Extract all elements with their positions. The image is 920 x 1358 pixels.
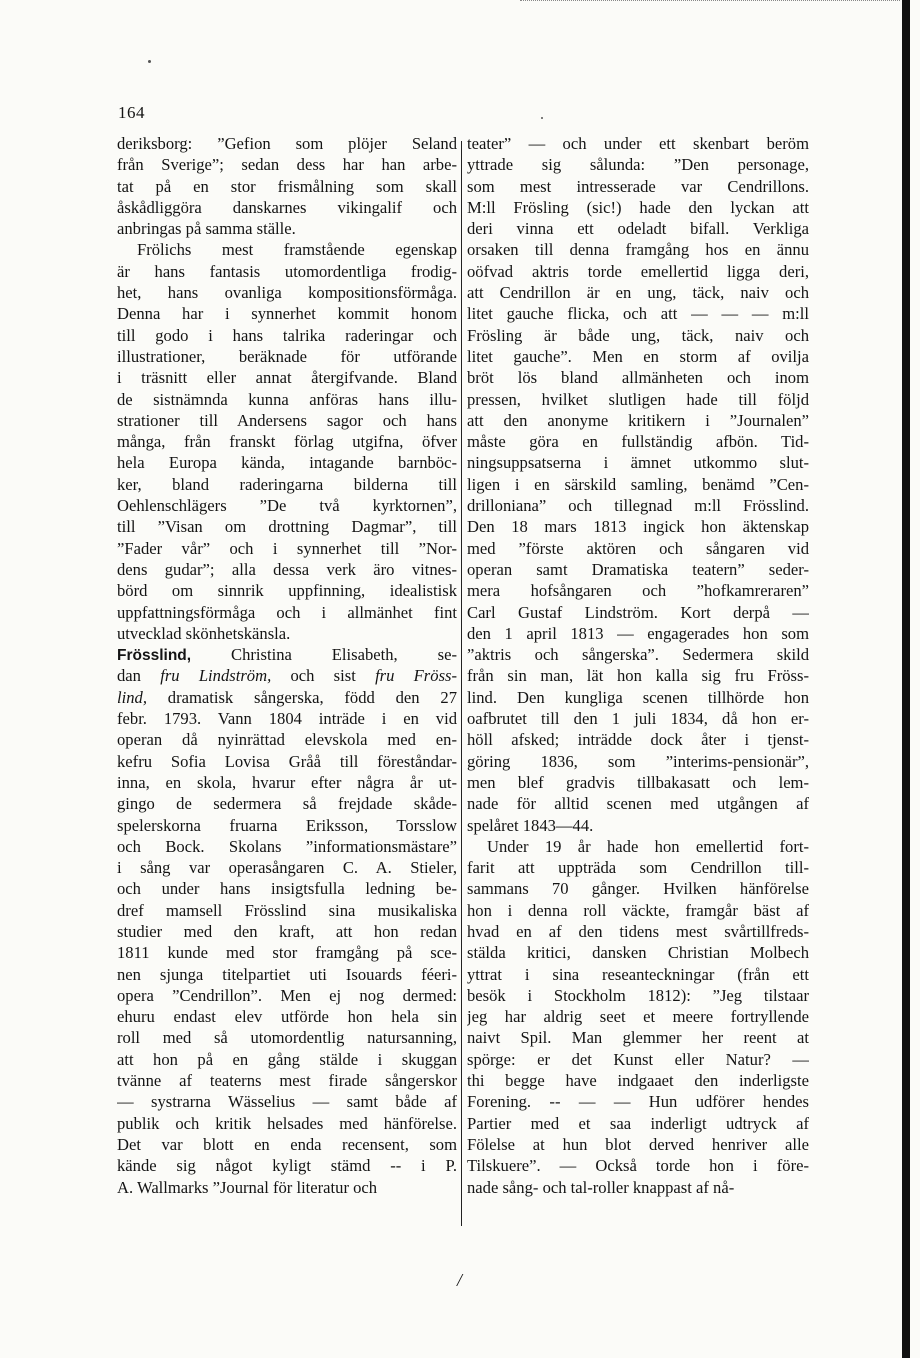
text-fragment: och sist [271,666,376,686]
text-line: spelåret 1843—44. [467,815,594,835]
text-line: A. Wallmarks ”Journal för literatur och [117,1177,378,1197]
text-line: många, från franskt förlag utgifna, öfver [117,432,457,452]
text-line: inna, en skola, hvarur efter några år ut- [117,772,457,792]
text-line: sammans 70 gånger. Hvilken hänförelse [467,879,809,899]
text-line: utvecklad skönhetskänsla. [117,623,291,643]
text-line: i träsnitt eller annat återgifvande. Bland [117,368,457,388]
entry-headword-line [117,644,457,665]
text-line: naivt Spil. Man glemmer her reent at [467,1028,809,1048]
text-line: M:ll Frösling (sic!) hade den lyckan att [467,197,809,217]
entry-married-names-line [117,665,457,686]
text-line: Forening. -- — — Hun udförer hendes [467,1092,809,1112]
text-line: nade för alltid scenen med utgången af [467,794,809,814]
text-line: besök i Stockholm 1812): ”Jeg tilstaar [467,985,809,1005]
text-line: teater” — och under ett skenbart beröm [467,134,809,153]
text-line: till ”Visan om drottning Dagmar”, till [117,517,457,537]
text-line: litet gauche flicka, och att — — — m:ll [467,304,809,324]
text-line: operan samt Dramatiska teatern” seder- [467,559,809,579]
text-line: strationer till Andersens sagor och hans [117,410,457,430]
text-line: Frösling är både ung, täck, naiv och [467,325,809,345]
text-line: Den 18 mars 1813 ingick hon äktenskap [467,517,809,537]
text-line: tat på en stor frismålning som skall [117,176,457,196]
text-line: börd om sinnrik uppfinning, idealistisk [117,581,457,601]
text-line: ehuru endast elev utförde hon hela sin [117,1007,457,1027]
text-line: till godo i hans talrika raderingar och [117,325,457,345]
right-column-text [467,133,809,1198]
text-line: Under 19 år hade hon emellertid fort- [487,836,809,856]
text-line: bröt lös bland allmänheten och inom [467,368,809,388]
text-line: het, hans ovanliga kompositionsförmåga. [117,283,457,303]
column-divider [461,141,462,1226]
text-line: och under hans insigtsfulla ledning be- [117,879,457,899]
text-line: med ”förste aktören och sångaren vid [467,538,809,558]
text-line: kefru Sofia Lovisa Gråå till föreståndar- [117,751,457,771]
text-line: från Sverige”; sedan dess har han arbe- [117,155,457,175]
text-line: spelerskorna fruarna Eriksson, Torsslow [117,815,457,835]
bottom-ink-mark: / [457,1270,463,1290]
left-column-entry-text [117,708,457,1198]
text-line: Frölichs mest framstående egenskap [137,240,457,260]
text-line: operan då nyinrättad elevskola med en- [117,730,457,750]
text-line: hvad en af den tidens mest svårtillfreds- [467,921,809,941]
text-line: roll med så utomordentlig natursanning, [117,1028,457,1048]
page-number: 164 [118,103,145,122]
text-line: oafbrutet till den 1 juli 1834, då hon er- [467,709,809,729]
text-line: är hans fantasis utomordentliga frodig- [117,261,457,281]
text-line: deri vinna ett odeladt bifall. Verkliga [467,219,809,239]
text-fragment: dan [117,666,161,686]
text-line: thi begge have indgaaet den inderligste [467,1071,809,1091]
text-line: stälda kritici, dansken Christian Molbech [467,943,809,963]
text-line: ligen i en särskild samling, benämd ”Cen- [467,474,809,494]
text-line: Tilskuere”. — Också torde hon i före- [467,1156,809,1176]
text-line: dens gudar”; alla dessa verk äro vitnes- [117,559,457,579]
text-line: och Bock. Skolans ”informationsmästare” [117,836,457,856]
text-line: nade sång- och tal-roller knappast af nå- [467,1177,735,1197]
text-line: att den anonyme kritikern i ”Journalen” [467,410,809,430]
text-line: göring 1836, som ”interims-pensionär”, [467,751,809,771]
text-line: oöfvad aktris torde emellertid ligga deri, [467,261,809,281]
text-line: mera hofsångaren och ”hofkamreraren” [467,581,809,601]
text-fragment: dramatisk sångerska, född den 27 [146,687,457,707]
text-line: uppfattningsförmåga och i allmänhet fint [117,602,457,622]
ink-speck [148,60,151,63]
italic-name: fru Fröss- [375,666,457,686]
text-line: 1811 kunde med stor framgång på sce- [117,943,457,963]
text-line: som mest intresserade var Cendrillons. [467,176,809,196]
left-column [117,133,457,1223]
text-line: i sång var operasångaren C. A. Stieler, [117,858,457,878]
text-line: men blef gradvis tillbakasatt och lem- [467,772,809,792]
text-line: illustrationer, beräknade för utförande [117,346,457,366]
text-line: hela Europa kända, intagande barnböc- [117,453,457,473]
text-line: kände sig något kyligt stämd -- i P. [117,1156,457,1176]
text-line: ningsuppsatserna i ämnet utkommo slut- [467,453,809,473]
text-line: Det var blott en enda recensent, som [117,1134,457,1154]
text-line: ”aktris och sångerska”. Sedermera skild [467,645,809,665]
text-line: ker, bland raderingarna bilderna till [117,474,457,494]
text-line: Oehlenschlägers ”De två kyrktornen”, [117,496,457,516]
left-column-paragraphs [117,133,457,644]
text-line: den 1 april 1813 — engagerades hon som [467,623,809,643]
text-line: yttrade sig sålunda: ”Den personage, [467,155,809,175]
text-line: opera ”Cendrillon”. Men ej nog dermed: [117,985,457,1005]
text-line: drilloniana” och tillegnad m:ll Frösslind. [467,496,809,516]
ink-speck [541,117,543,119]
text-line: dref mamsell Frösslind sina musikaliska [117,900,457,920]
entry-name-rest: Christina Elisabeth, se- [191,645,457,665]
text-line: Carl Gustaf Lindström. Kort derpå — [467,602,809,622]
text-line: Partier med et saa inderligt udtryck af [467,1113,809,1133]
text-line: lind. Den kungliga scenen tillhörde hon [467,687,809,707]
text-line: litet gauche”. Men en storm af ovilja [467,346,809,366]
right-column [467,133,809,1223]
text-line: att Cendrillon är en ung, täck, naiv och [467,283,809,303]
text-line: nen sjunga titelpartiet uti Isouards féeri- [117,964,457,984]
text-line: studier med den kraft, att hon redan [117,921,457,941]
text-line: — systrarna Wässelius — samt både af [117,1092,457,1112]
text-line: farit att uppträda som Cendrillon till- [467,858,809,878]
text-line: febr. 1793. Vann 1804 inträde i en vid [117,709,457,729]
text-line: publik och kritik helsades med hänförelse. [117,1113,457,1133]
text-line: jeg har aldrig seet et meere fortryllende [467,1007,809,1027]
text-line: att hon på en gång stälde i skuggan [117,1049,457,1069]
entry-profession-line [117,687,457,708]
text-line: anbringas på samma ställe. [117,219,296,239]
text-line: Denna har i synnerhet kommit honom [117,304,457,324]
text-line: hon i denna roll väckte, framgår bäst af [467,900,809,920]
text-line: åskådliggöra danskarnes vikingalif och [117,197,457,217]
text-line: yttrat i sina reseanteckningar (från ett [467,964,809,984]
text-line: pressen, hvilket slutligen hade till följd [467,389,809,409]
text-line: ”Fader vår” och i synnerhet till ”Nor- [117,538,457,558]
text-line: höll afsked; inträdde dock åter i tjenst- [467,730,809,750]
text-line: gingo de sedermera så frejdade skåde- [117,794,457,814]
text-line: från sin man, lät hon kalla sig fru Fröss- [467,666,809,686]
italic-name: lind, [117,687,147,707]
scan-dark-edge [902,0,910,1358]
text-line: Fölelse at hun blot derved henriver alle [467,1134,809,1154]
text-line: deriksborg: ”Gefion som plöjer Seland [117,134,457,153]
entry-headword: Frösslind, [117,647,192,665]
scan-edge-dots [520,0,900,7]
italic-name: fru Lindström, [160,666,272,686]
text-line: orsaken till denna framgång hos en ännu [467,240,809,260]
text-line: måste göra en fullständig afbön. Tid- [467,432,809,452]
text-line: spörge: er det Kunst eller Natur? — [467,1049,809,1069]
text-line: de sistnämnda kunna anföras hans illu- [117,389,457,409]
text-line: tvänne af teaterns mest firade sångerskor [117,1071,457,1091]
